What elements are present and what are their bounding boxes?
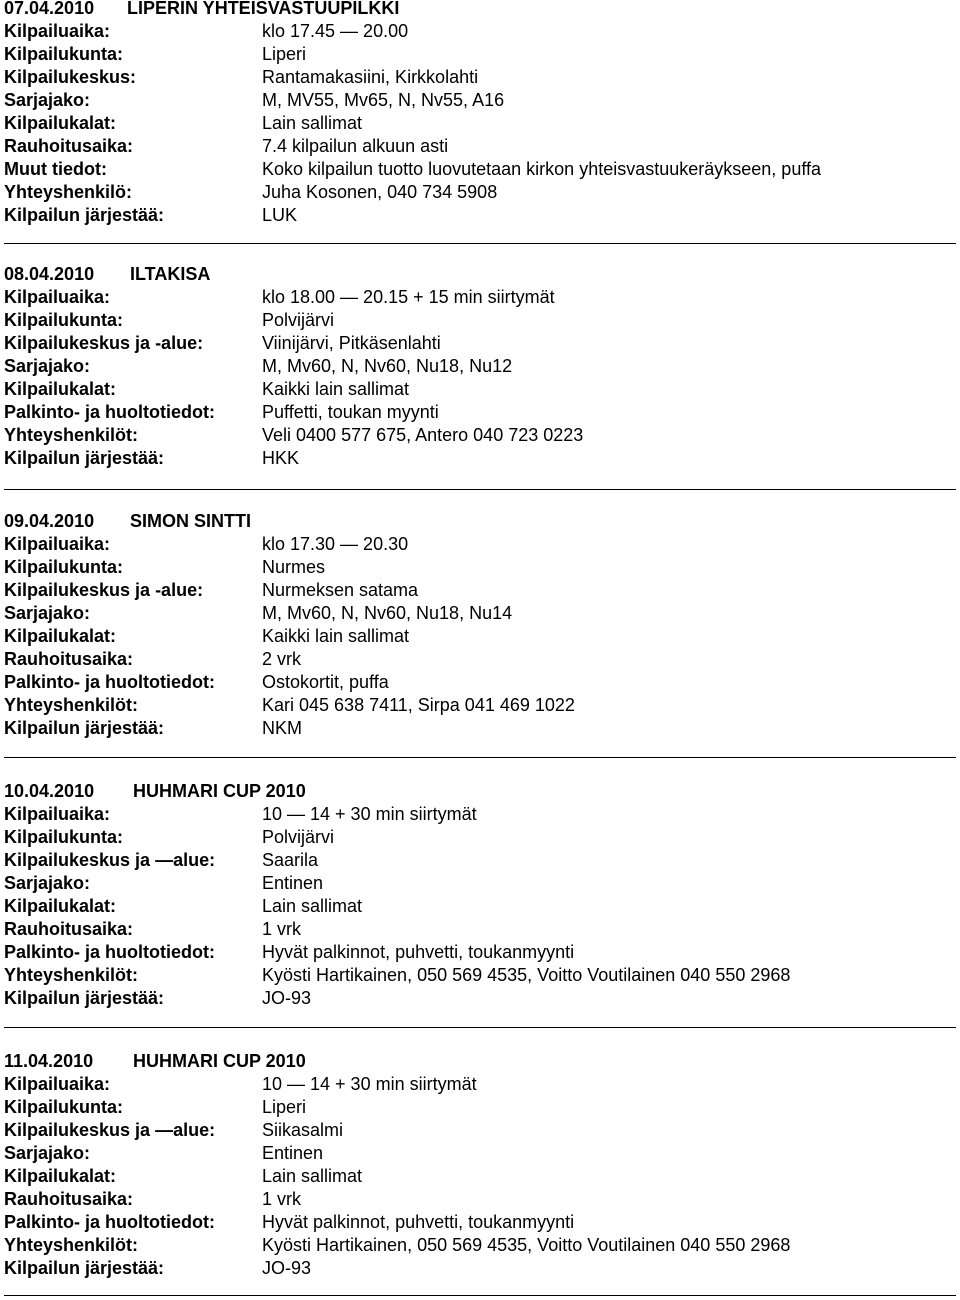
field-row — [0, 205, 960, 226]
field-value: Liperi — [262, 44, 307, 64]
event-date: 08.04.2010 — [4, 264, 95, 284]
field-value: Liperi — [262, 1097, 307, 1117]
field-row — [0, 67, 960, 88]
field-label: Kilpailukunta: — [4, 557, 124, 577]
field-value: Kyösti Hartikainen, 050 569 4535, Voitto Voutilainen 040 550 2968 — [262, 1235, 791, 1255]
section-divider — [4, 1027, 956, 1028]
field-label: Kilpailuaika: — [4, 287, 111, 307]
field-label: Kilpailukunta: — [4, 827, 124, 847]
field-value: Ostokortit, puffa — [262, 672, 389, 692]
field-row — [0, 988, 960, 1009]
field-value: M, Mv60, N, Nv60, Nu18, Nu12 — [262, 356, 513, 376]
field-value: M, Mv60, N, Nv60, Nu18, Nu14 — [262, 603, 513, 623]
field-label: Sarjajako: — [4, 603, 91, 623]
field-row — [0, 379, 960, 400]
field-value: JO-93 — [262, 1258, 312, 1278]
field-row — [0, 603, 960, 624]
field-label: Kilpailukunta: — [4, 1097, 124, 1117]
field-value: Lain sallimat — [262, 113, 363, 133]
field-value: Kaikki lain sallimat — [262, 379, 410, 399]
field-label: Kilpailukalat: — [4, 379, 117, 399]
field-row — [0, 827, 960, 848]
field-value: NKM — [262, 718, 302, 738]
field-value: Polvijärvi — [262, 310, 335, 330]
field-label: Palkinto- ja huoltotiedot: — [4, 672, 215, 692]
field-row — [0, 333, 960, 354]
field-label: Kilpailun järjestää: — [4, 448, 165, 468]
field-label: Sarjajako: — [4, 356, 91, 376]
field-label: Palkinto- ja huoltotiedot: — [4, 1212, 215, 1232]
field-row — [0, 113, 960, 134]
event-date: 07.04.2010 — [4, 0, 95, 18]
field-label: Yhteyshenkilöt: — [4, 1235, 139, 1255]
field-value: 10 — 14 + 30 min siirtymät — [262, 1074, 477, 1094]
field-value: Polvijärvi — [262, 827, 335, 847]
field-label: Kilpailukeskus ja —alue: — [4, 1120, 216, 1140]
field-label: Kilpailun järjestää: — [4, 1258, 165, 1278]
field-value: 1 vrk — [262, 919, 302, 939]
field-value: LUK — [262, 205, 298, 225]
field-row — [0, 402, 960, 423]
field-row — [0, 310, 960, 331]
field-row — [0, 159, 960, 180]
event-name: LIPERIN YHTEISVASTUUPILKKI — [127, 0, 400, 18]
field-label: Yhteyshenkilö: — [4, 182, 133, 202]
field-value: 7.4 kilpailun alkuun asti — [262, 136, 449, 156]
field-value: Hyvät palkinnot, puhvetti, toukanmyynti — [262, 1212, 575, 1232]
section-divider — [4, 489, 956, 490]
section-divider — [4, 1295, 956, 1296]
field-row — [0, 1120, 960, 1141]
field-row — [0, 1166, 960, 1187]
field-row — [0, 1235, 960, 1256]
field-row — [0, 44, 960, 65]
field-label: Kilpailun järjestää: — [4, 988, 165, 1008]
field-label: Muut tiedot: — [4, 159, 107, 179]
field-value: Hyvät palkinnot, puhvetti, toukanmyynti — [262, 942, 575, 962]
field-value: 1 vrk — [262, 1189, 302, 1209]
field-label: Kilpailukeskus: — [4, 67, 137, 87]
field-label: Kilpailukalat: — [4, 113, 117, 133]
field-value: 2 vrk — [262, 649, 302, 669]
event-name: HUHMARI CUP 2010 — [133, 1051, 306, 1071]
field-row — [0, 534, 960, 555]
event-header — [0, 0, 960, 19]
field-value: Kyösti Hartikainen, 050 569 4535, Voitto Voutilainen 040 550 2968 — [262, 965, 791, 985]
field-value: Veli 0400 577 675, Antero 040 723 0223 — [262, 425, 584, 445]
field-value: Juha Kosonen, 040 734 5908 — [262, 182, 498, 202]
field-value: HKK — [262, 448, 300, 468]
field-row — [0, 580, 960, 601]
field-label: Kilpailukeskus ja -alue: — [4, 580, 204, 600]
field-label: Sarjajako: — [4, 90, 91, 110]
field-label: Yhteyshenkilöt: — [4, 965, 139, 985]
field-row — [0, 136, 960, 157]
field-label: Kilpailuaika: — [4, 21, 111, 41]
field-label: Kilpailuaika: — [4, 534, 111, 554]
field-row — [0, 1074, 960, 1095]
field-value: Saarila — [262, 850, 319, 870]
field-row — [0, 896, 960, 917]
field-label: Kilpailun järjestää: — [4, 205, 165, 225]
field-row — [0, 804, 960, 825]
field-label: Yhteyshenkilöt: — [4, 425, 139, 445]
field-label: Kilpailuaika: — [4, 1074, 111, 1094]
field-row — [0, 1143, 960, 1164]
field-row — [0, 182, 960, 203]
section-divider — [4, 757, 956, 758]
event-name: SIMON SINTTI — [130, 511, 251, 531]
field-row — [0, 965, 960, 986]
field-value: klo 17.30 — 20.30 — [262, 534, 409, 554]
field-value: klo 17.45 — 20.00 — [262, 21, 409, 41]
field-label: Kilpailukunta: — [4, 44, 124, 64]
field-label: Kilpailukalat: — [4, 1166, 117, 1186]
field-value: 10 — 14 + 30 min siirtymät — [262, 804, 477, 824]
field-label: Palkinto- ja huoltotiedot: — [4, 942, 215, 962]
section-divider — [4, 243, 956, 244]
field-row — [0, 287, 960, 308]
field-value: M, MV55, Mv65, N, Nv55, A16 — [262, 90, 505, 110]
field-value: Entinen — [262, 1143, 324, 1163]
event-header — [0, 264, 960, 285]
field-row — [0, 626, 960, 647]
event-date: 09.04.2010 — [4, 511, 95, 531]
field-row — [0, 90, 960, 111]
field-row — [0, 672, 960, 693]
event-header — [0, 781, 960, 802]
field-label: Kilpailuaika: — [4, 804, 111, 824]
field-row — [0, 850, 960, 871]
field-label: Yhteyshenkilöt: — [4, 695, 139, 715]
field-label: Kilpailukalat: — [4, 896, 117, 916]
field-value: Lain sallimat — [262, 1166, 363, 1186]
field-value: Nurmes — [262, 557, 326, 577]
field-label: Rauhoitusaika: — [4, 136, 134, 156]
event-name: HUHMARI CUP 2010 — [133, 781, 306, 801]
field-label: Kilpailukalat: — [4, 626, 117, 646]
field-label: Rauhoitusaika: — [4, 649, 134, 669]
field-value: Kaikki lain sallimat — [262, 626, 410, 646]
event-date: 10.04.2010 — [4, 781, 95, 801]
event-name: ILTAKISA — [130, 264, 211, 284]
field-label: Kilpailukeskus ja —alue: — [4, 850, 216, 870]
field-row — [0, 557, 960, 578]
field-row — [0, 718, 960, 739]
field-value: Puffetti, toukan myynti — [262, 402, 439, 422]
field-label: Rauhoitusaika: — [4, 1189, 134, 1209]
field-row — [0, 1258, 960, 1279]
field-row — [0, 425, 960, 446]
field-row — [0, 1189, 960, 1210]
field-label: Sarjajako: — [4, 1143, 91, 1163]
field-row — [0, 649, 960, 670]
field-value: Nurmeksen satama — [262, 580, 419, 600]
event-header — [0, 511, 960, 532]
field-row — [0, 21, 960, 42]
field-value: Siikasalmi — [262, 1120, 344, 1140]
field-row — [0, 942, 960, 963]
field-row — [0, 873, 960, 894]
field-row — [0, 919, 960, 940]
field-row — [0, 448, 960, 469]
field-value: Koko kilpailun tuotto luovutetaan kirkon yhteisvastuukeräykseen, puffa — [262, 159, 822, 179]
field-row — [0, 356, 960, 377]
field-value: Entinen — [262, 873, 324, 893]
field-row — [0, 1212, 960, 1233]
field-value: JO-93 — [262, 988, 312, 1008]
field-label: Kilpailun järjestää: — [4, 718, 165, 738]
field-value: Kari 045 638 7411, Sirpa 041 469 1022 — [262, 695, 575, 715]
field-row — [0, 1097, 960, 1118]
event-date: 11.04.2010 — [4, 1051, 94, 1071]
field-label: Rauhoitusaika: — [4, 919, 134, 939]
field-value: Rantamakasiini, Kirkkolahti — [262, 67, 479, 87]
field-value: Lain sallimat — [262, 896, 363, 916]
field-value: klo 18.00 — 20.15 + 15 min siirtymät — [262, 287, 555, 307]
field-value: Viinijärvi, Pitkäsenlahti — [262, 333, 441, 353]
event-header — [0, 1051, 960, 1072]
field-label: Sarjajako: — [4, 873, 91, 893]
field-label: Palkinto- ja huoltotiedot: — [4, 402, 215, 422]
field-row — [0, 695, 960, 716]
field-label: Kilpailukunta: — [4, 310, 124, 330]
field-label: Kilpailukeskus ja -alue: — [4, 333, 204, 353]
